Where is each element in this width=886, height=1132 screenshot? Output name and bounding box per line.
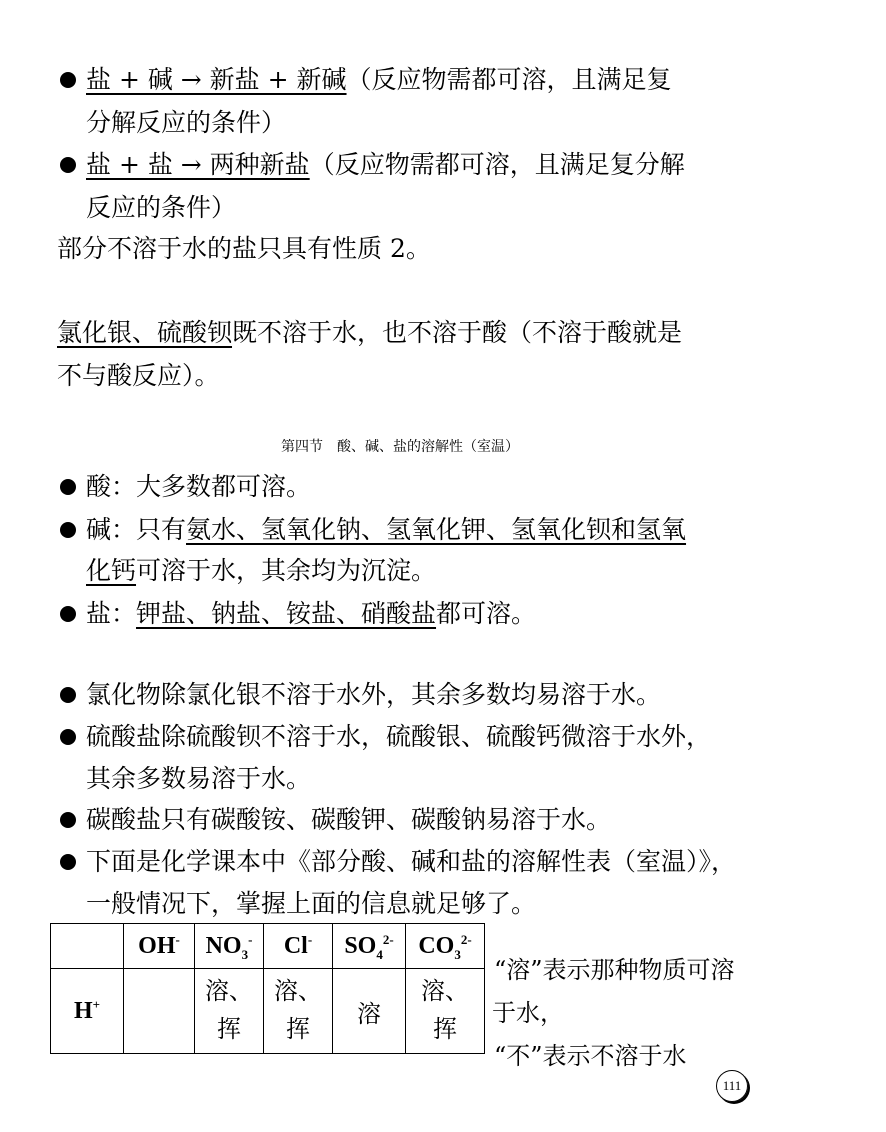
text-line bbox=[86, 63, 886, 97]
section-heading: 第四节 酸、碱、盐的溶解性（室温） bbox=[281, 439, 519, 455]
table-cell: 溶、 挥 bbox=[195, 969, 264, 1054]
rule-salt bbox=[86, 597, 886, 631]
text-span: 既不溶于水，也不溶于酸（不溶于酸就是 bbox=[232, 318, 683, 347]
bullet-icon bbox=[60, 812, 76, 828]
rule-acid: 酸：大多数都可溶。 bbox=[86, 472, 312, 501]
text-line bbox=[86, 554, 886, 588]
header-cell bbox=[51, 924, 124, 969]
bullet-icon bbox=[60, 479, 76, 495]
text-line bbox=[86, 148, 886, 182]
text-line bbox=[57, 316, 857, 350]
base-list: 氨水、氢氧化钠、氢氧化钾、氢氧化钡和氢氧 bbox=[186, 515, 687, 544]
rule-chloride: 氯化物除氯化银不溶于水外，其余多数均易溶于水。 bbox=[86, 680, 662, 709]
text-line: 分解反应的条件） bbox=[86, 108, 287, 137]
reaction-formula: 盐 + 盐 → 两种新盐 bbox=[86, 150, 310, 179]
legend-line: “溶”表示那种物质可溶 bbox=[494, 956, 735, 984]
table-intro: 下面是化学课本中《部分酸、碱和盐的溶解性表（室温）》， bbox=[86, 847, 737, 876]
note-insoluble: 部分不溶于水的盐只具有性质 2。 bbox=[57, 234, 431, 263]
rule-base bbox=[86, 513, 886, 547]
text-line: 一般情况下，掌握上面的信息就足够了。 bbox=[86, 889, 537, 918]
table-row bbox=[51, 969, 485, 1054]
bullet-icon bbox=[60, 687, 76, 703]
legend-line: “不”表示不溶于水 bbox=[494, 1042, 687, 1070]
bullet-icon bbox=[60, 606, 76, 622]
header-cell-cl: Cl- bbox=[264, 924, 333, 969]
salt-names: 氯化银、硫酸钡 bbox=[57, 318, 233, 347]
table-cell bbox=[124, 969, 195, 1054]
header-cell-no3: $NO_3^-$ bbox=[195, 924, 264, 969]
base-list: 化钙 bbox=[86, 556, 137, 585]
text-span: 都可溶。 bbox=[436, 599, 537, 628]
salt-list: 钾盐、钠盐、铵盐、硝酸盐 bbox=[136, 599, 437, 628]
table-cell: 溶 bbox=[333, 969, 406, 1054]
header-cell-oh: OH- bbox=[124, 924, 195, 969]
page-number: 111 bbox=[716, 1070, 748, 1102]
text-span: 碱：只有 bbox=[86, 515, 187, 544]
reaction-formula: 盐 + 碱 → 新盐 + 新碱 bbox=[86, 65, 347, 94]
bullet-icon bbox=[60, 729, 76, 745]
rule-sulfate: 硫酸盐除硫酸钡不溶于水，硫酸银、硫酸钙微溶于水外， bbox=[86, 722, 712, 751]
text-line: 其余多数易溶于水。 bbox=[86, 764, 312, 793]
legend-line: 于水， bbox=[492, 999, 564, 1027]
header-cell-co3: $CO_3^{2-}$ bbox=[406, 924, 485, 969]
row-label-h: H+ bbox=[51, 969, 124, 1054]
header-cell-so4: $SO_4^{2-}$ bbox=[333, 924, 406, 969]
text-span: 可溶于水，其余均为沉淀。 bbox=[136, 556, 437, 585]
table-cell: 溶、 挥 bbox=[406, 969, 485, 1054]
bullet-icon bbox=[60, 72, 76, 88]
solubility-table bbox=[50, 923, 485, 1054]
text-line: 反应的条件） bbox=[86, 193, 237, 222]
reaction-note: （反应物需都可溶，且满足复分解 bbox=[309, 150, 685, 179]
bullet-icon bbox=[60, 157, 76, 173]
reaction-note: （反应物需都可溶，且满足复 bbox=[346, 65, 672, 94]
rule-carbonate: 碳酸盐只有碳酸铵、碳酸钾、碳酸钠易溶于水。 bbox=[86, 805, 612, 834]
text-line: 不与酸反应）。 bbox=[57, 361, 220, 390]
bullet-icon bbox=[60, 854, 76, 870]
bullet-icon bbox=[60, 522, 76, 538]
table-header-row bbox=[51, 924, 485, 969]
text-span: 盐： bbox=[86, 599, 137, 628]
table-cell: 溶、 挥 bbox=[264, 969, 333, 1054]
